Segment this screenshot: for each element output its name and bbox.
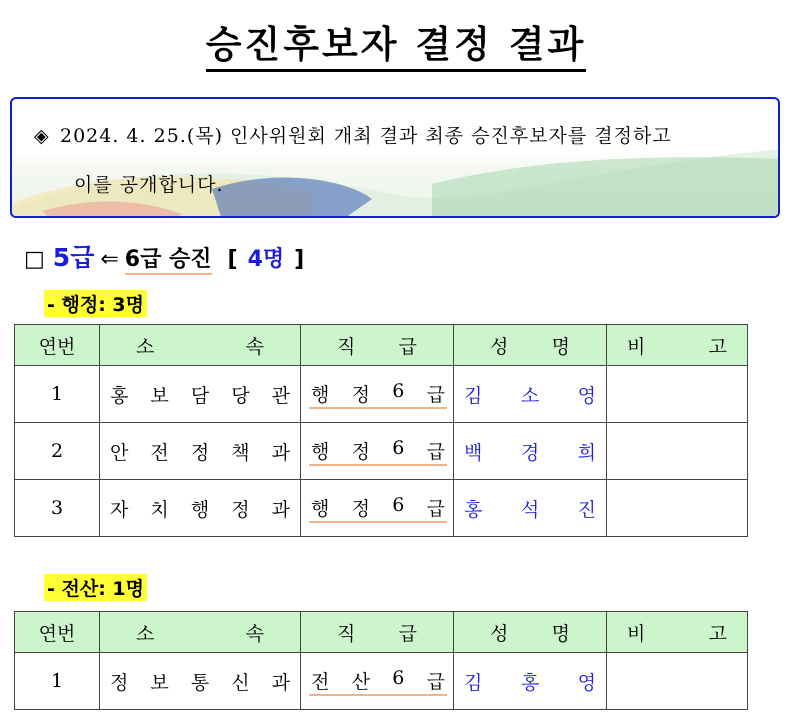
dept-text: 안 전 정 책 과 [110, 441, 290, 464]
header-note-text: 비 고 [627, 335, 727, 358]
dept-text: 홍 보 담 당 관 [110, 384, 290, 407]
checkbox-square-icon: □ [24, 247, 45, 272]
cell-grade [301, 480, 454, 537]
header-dept [100, 325, 301, 366]
target-grade: 5급 [52, 243, 95, 272]
brush-stroke-decoration [12, 99, 780, 218]
header-no: 연번 [15, 325, 100, 366]
page-title [0, 14, 792, 68]
table-header-row [15, 612, 748, 653]
dept-text: 정 보 통 신 과 [110, 671, 290, 694]
candidates-table-it [14, 611, 748, 710]
group-label-it: - 전산: 1명 [44, 574, 147, 601]
header-note-text: 비 고 [627, 622, 727, 645]
grade-text: 행 정 6 급 [309, 380, 447, 409]
diamond-bullet-icon: ◈ [34, 125, 50, 147]
table-row [15, 653, 748, 710]
cell-dept [100, 366, 301, 423]
header-name-text: 성 명 [490, 622, 570, 645]
grade-text: 전 산 6 급 [309, 667, 447, 696]
from-grade: 6급 승진 [125, 247, 212, 275]
page-title-text: 승진후보자 결정 결과 [206, 23, 586, 72]
grade-text: 행 정 6 급 [309, 437, 447, 466]
header-name-text: 성 명 [490, 335, 570, 358]
group-label-admin: - 행정: 3명 [44, 290, 147, 317]
cell-name [454, 480, 607, 537]
name-text: 홍 석 진 [464, 498, 596, 521]
header-dept [100, 612, 301, 653]
cell-note [607, 653, 748, 710]
grade-text: 행 정 6 급 [309, 494, 447, 523]
cell-dept [100, 480, 301, 537]
cell-name [454, 653, 607, 710]
dept-text: 자 치 행 정 과 [110, 498, 290, 521]
header-grade [301, 612, 454, 653]
cell-name [454, 423, 607, 480]
header-grade-text: 직 급 [337, 335, 417, 358]
notice-line-1: 2024. 4. 25.(목) 인사위원회 개최 결과 최종 승진후보자를 결정하고 [60, 125, 672, 147]
table-row [15, 423, 748, 480]
section-heading [24, 238, 304, 274]
header-no: 연번 [15, 612, 100, 653]
header-dept-text: 소 속 [136, 335, 264, 358]
name-text: 김 홍 영 [464, 671, 596, 694]
header-grade [301, 325, 454, 366]
cell-grade [301, 653, 454, 710]
close-bracket: ] [294, 247, 305, 272]
cell-no: 1 [15, 653, 100, 710]
left-arrow-icon: ⇐ [100, 247, 119, 272]
header-grade-text: 직 급 [337, 622, 417, 645]
cell-note [607, 366, 748, 423]
cell-dept [100, 653, 301, 710]
cell-no: 3 [15, 480, 100, 537]
name-text: 백 경 희 [464, 441, 596, 464]
cell-grade [301, 366, 454, 423]
cell-dept [100, 423, 301, 480]
table-row [15, 366, 748, 423]
header-note [607, 612, 748, 653]
header-name [454, 325, 607, 366]
notice-line-2: 이를 공개합니다. [74, 174, 224, 196]
table-row [15, 480, 748, 537]
header-dept-text: 소 속 [136, 622, 264, 645]
cell-note [607, 423, 748, 480]
header-name [454, 612, 607, 653]
notice-box [10, 97, 780, 218]
cell-no: 1 [15, 366, 100, 423]
table-header-row [15, 325, 748, 366]
header-note [607, 325, 748, 366]
promotion-count: 4명 [247, 247, 285, 272]
cell-no: 2 [15, 423, 100, 480]
cell-grade [301, 423, 454, 480]
cell-name [454, 366, 607, 423]
cell-note [607, 480, 748, 537]
name-text: 김 소 영 [464, 384, 596, 407]
candidates-table-admin [14, 324, 748, 537]
open-bracket: [ [227, 247, 238, 272]
